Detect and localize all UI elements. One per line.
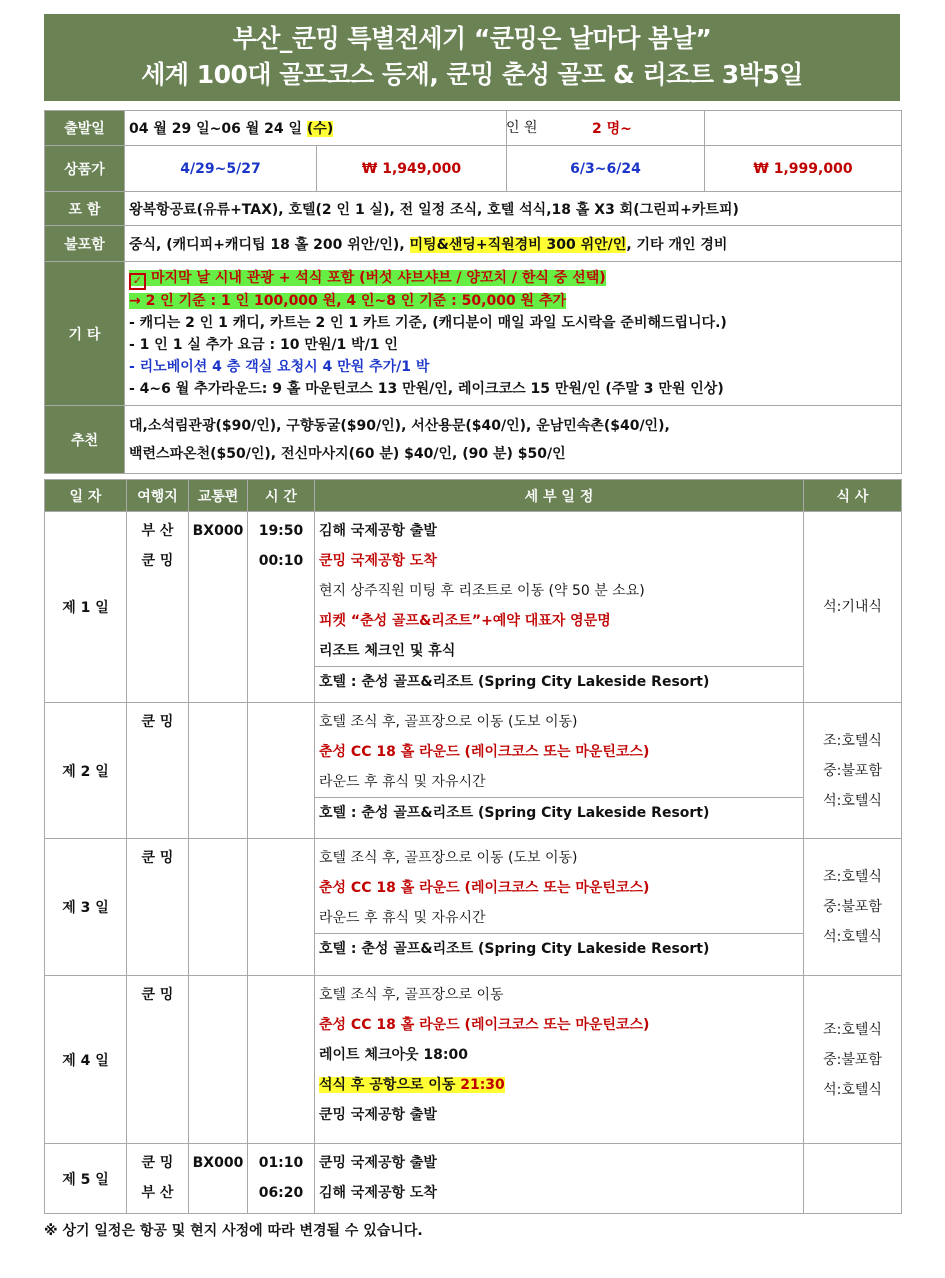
title-line-1: 부산_쿤밍 특별전세기 “쿤밍은 날마다 봄날” bbox=[232, 24, 712, 53]
day-label: 제 4 일 bbox=[45, 976, 127, 1144]
detail-line: 쿤밍 국제공항 도착 bbox=[319, 553, 437, 569]
place: 부 산 bbox=[141, 523, 174, 539]
product-info-table bbox=[44, 110, 902, 474]
hotel-line: 호텔 : 춘성 골프&리조트 (Spring City Lakeside Resort) bbox=[315, 933, 803, 964]
time: 01:10 bbox=[258, 1155, 304, 1171]
time: 06:20 bbox=[258, 1185, 304, 1201]
period-1: 4/29~5/27 bbox=[125, 146, 317, 192]
etc-line-5: - 리노베이션 4 층 객실 요청시 4 만원 추가/1 박 bbox=[129, 359, 430, 375]
detail-line: 쿤밍 국제공항 출발 bbox=[319, 1155, 437, 1171]
departure-label: 출발일 bbox=[45, 111, 125, 146]
hotel-line: 호텔 : 춘성 골프&리조트 (Spring City Lakeside Resort) bbox=[315, 797, 803, 828]
etc-line-6: - 4~6 월 추가라운드: 9 홀 마운틴코스 13 만원/인, 레이크코스 15 만원/인 (주말 3 만원 인상) bbox=[129, 381, 724, 397]
detail-line: 라운드 후 휴식 및 자유시간 bbox=[319, 774, 486, 790]
meal-info: 석:호텔식 bbox=[823, 1081, 882, 1098]
hotel-line: 호텔 : 춘성 골프&리조트 (Spring City Lakeside Resort) bbox=[315, 666, 803, 697]
day-row bbox=[45, 976, 902, 1144]
airport-transfer-highlight: 석식 후 공항으로 이동 21:30 bbox=[319, 1077, 505, 1093]
footer-note: ※ 상기 일정은 항공 및 현지 사정에 따라 변경될 수 있습니다. bbox=[44, 1223, 423, 1239]
checkbox-icon: ✓ bbox=[129, 273, 146, 290]
day-label: 제 5 일 bbox=[45, 1144, 127, 1214]
day-row bbox=[45, 839, 902, 976]
col-meal: 식 사 bbox=[804, 480, 902, 512]
col-detail: 세 부 일 정 bbox=[315, 480, 804, 512]
etc-line-4: - 1 인 1 실 추가 요금 : 10 만원/1 박/1 인 bbox=[129, 337, 398, 353]
day-row bbox=[45, 512, 902, 703]
meal-info: 석:기내식 bbox=[823, 599, 882, 615]
recommend-label: 추천 bbox=[45, 406, 125, 474]
flight-number: BX000 bbox=[192, 1155, 244, 1171]
title-banner bbox=[44, 14, 900, 101]
departure-dates bbox=[125, 111, 507, 146]
departure-weekday: (수) bbox=[306, 121, 334, 137]
meal-info: 중:불포함 bbox=[823, 899, 882, 915]
day-label: 제 2 일 bbox=[45, 703, 127, 839]
people-value: 2 명~ bbox=[592, 121, 632, 137]
detail-line: 춘성 CC 18 홀 라운드 (레이크코스 또는 마운틴코스) bbox=[319, 880, 650, 896]
detail-line: 김해 국제공항 출발 bbox=[319, 523, 437, 539]
place: 쿤 밍 bbox=[141, 1155, 174, 1171]
exclude-value: 중식, (캐디피+캐디팁 18 홀 200 위안/인), 미팅&샌딩+직원경비 300 위안/인, 기타 개인 경비 bbox=[125, 226, 902, 262]
meal-info: 조:호텔식 bbox=[823, 869, 882, 885]
detail-line bbox=[315, 1070, 803, 1100]
price-2: ₩ 1,999,000 bbox=[705, 146, 902, 192]
detail-line: 춘성 CC 18 홀 라운드 (레이크코스 또는 마운틴코스) bbox=[319, 1017, 650, 1033]
day-label: 제 1 일 bbox=[45, 512, 127, 703]
detail-line: 쿤밍 국제공항 출발 bbox=[319, 1107, 437, 1123]
place: 쿤 밍 bbox=[141, 850, 174, 866]
etc-line-1: ✓ 마지막 날 시내 관광 + 석식 포함 (버섯 샤브샤브 / 양꼬치 / 한식 중 선택) bbox=[129, 270, 606, 286]
exclude-highlight: 미팅&샌딩+직원경비 300 위안/인 bbox=[409, 236, 627, 253]
col-transport: 교통편 bbox=[189, 480, 248, 512]
place: 쿤 밍 bbox=[141, 714, 174, 730]
departure-value: 04 월 29 일~06 월 24 일 bbox=[129, 121, 303, 137]
detail-line: 현지 상주직원 미팅 후 리조트로 이동 (약 50 분 소요) bbox=[319, 583, 645, 599]
recommend-value: 대,소석림관광($90/인), 구향동굴($90/인), 서산용문($40/인), 운남민속촌($40/인), 백련스파온천($50/인), 전신마사지(60 분) $40/인, (90 분) $50/인 bbox=[125, 406, 902, 474]
itinerary-table bbox=[44, 479, 902, 1214]
day-row bbox=[45, 1144, 902, 1214]
etc-line-2: → 2 인 기준 : 1 인 100,000 원, 4 인~8 인 기준 : 50,000 원 추가 bbox=[129, 293, 567, 309]
detail-line: 레이트 체크아웃 18:00 bbox=[319, 1047, 468, 1063]
include-label: 포 함 bbox=[45, 192, 125, 226]
exclude-label: 불포함 bbox=[45, 226, 125, 262]
detail-line: 라운드 후 휴식 및 자유시간 bbox=[319, 910, 486, 926]
col-time: 시 간 bbox=[248, 480, 315, 512]
flight-number: BX000 bbox=[192, 523, 244, 539]
title-line-2: 세계 100대 골프코스 등재, 쿤밍 춘성 골프 & 리조트 3박5일 bbox=[141, 60, 803, 89]
time: 19:50 bbox=[258, 523, 304, 539]
day-label: 제 3 일 bbox=[45, 839, 127, 976]
meal-info: 석:호텔식 bbox=[823, 929, 882, 945]
meal-info: 석:호텔식 bbox=[823, 792, 882, 809]
col-place: 여행지 bbox=[127, 480, 189, 512]
place: 부 산 bbox=[141, 1185, 174, 1201]
detail-line: 리조트 체크인 및 휴식 bbox=[319, 643, 456, 659]
detail-line: 피켓 “춘성 골프&리조트”+예약 대표자 영문명 bbox=[319, 613, 611, 629]
meal-info: 중:불포함 bbox=[823, 762, 882, 779]
detail-line: 김해 국제공항 도착 bbox=[319, 1185, 437, 1201]
period-2: 6/3~6/24 bbox=[507, 146, 705, 192]
detail-line: 호텔 조식 후, 골프장으로 이동 (도보 이동) bbox=[319, 850, 578, 866]
price-1: ₩ 1,949,000 bbox=[317, 146, 507, 192]
meal-info: 조:호텔식 bbox=[823, 1021, 882, 1038]
time: 00:10 bbox=[258, 553, 304, 569]
include-value: 왕복항공료(유류+TAX), 호텔(2 인 1 실), 전 일정 조식, 호텔 석식,18 홀 X3 회(그린피+카트피) bbox=[125, 192, 902, 226]
price-label: 상품가 bbox=[45, 146, 125, 192]
place: 쿤 밍 bbox=[141, 553, 174, 569]
place: 쿤 밍 bbox=[141, 987, 174, 1003]
etc-notes bbox=[125, 262, 902, 406]
etc-line-3: - 캐디는 2 인 1 캐디, 카트는 2 인 1 카트 기준, (캐디분이 매일 과일 도시락을 준비해드립니다.) bbox=[129, 315, 727, 331]
detail-line: 호텔 조식 후, 골프장으로 이동 (도보 이동) bbox=[319, 714, 578, 730]
detail-line: 춘성 CC 18 홀 라운드 (레이크코스 또는 마운틴코스) bbox=[319, 744, 650, 760]
detail-line: 호텔 조식 후, 골프장으로 이동 bbox=[319, 987, 504, 1003]
meal-info: 조:호텔식 bbox=[823, 732, 882, 749]
etc-label: 기 타 bbox=[45, 262, 125, 406]
meal-info: 중:불포함 bbox=[823, 1051, 882, 1068]
people-label: 인 원 bbox=[506, 120, 538, 136]
col-day: 일 자 bbox=[45, 480, 127, 512]
day-row bbox=[45, 703, 902, 839]
